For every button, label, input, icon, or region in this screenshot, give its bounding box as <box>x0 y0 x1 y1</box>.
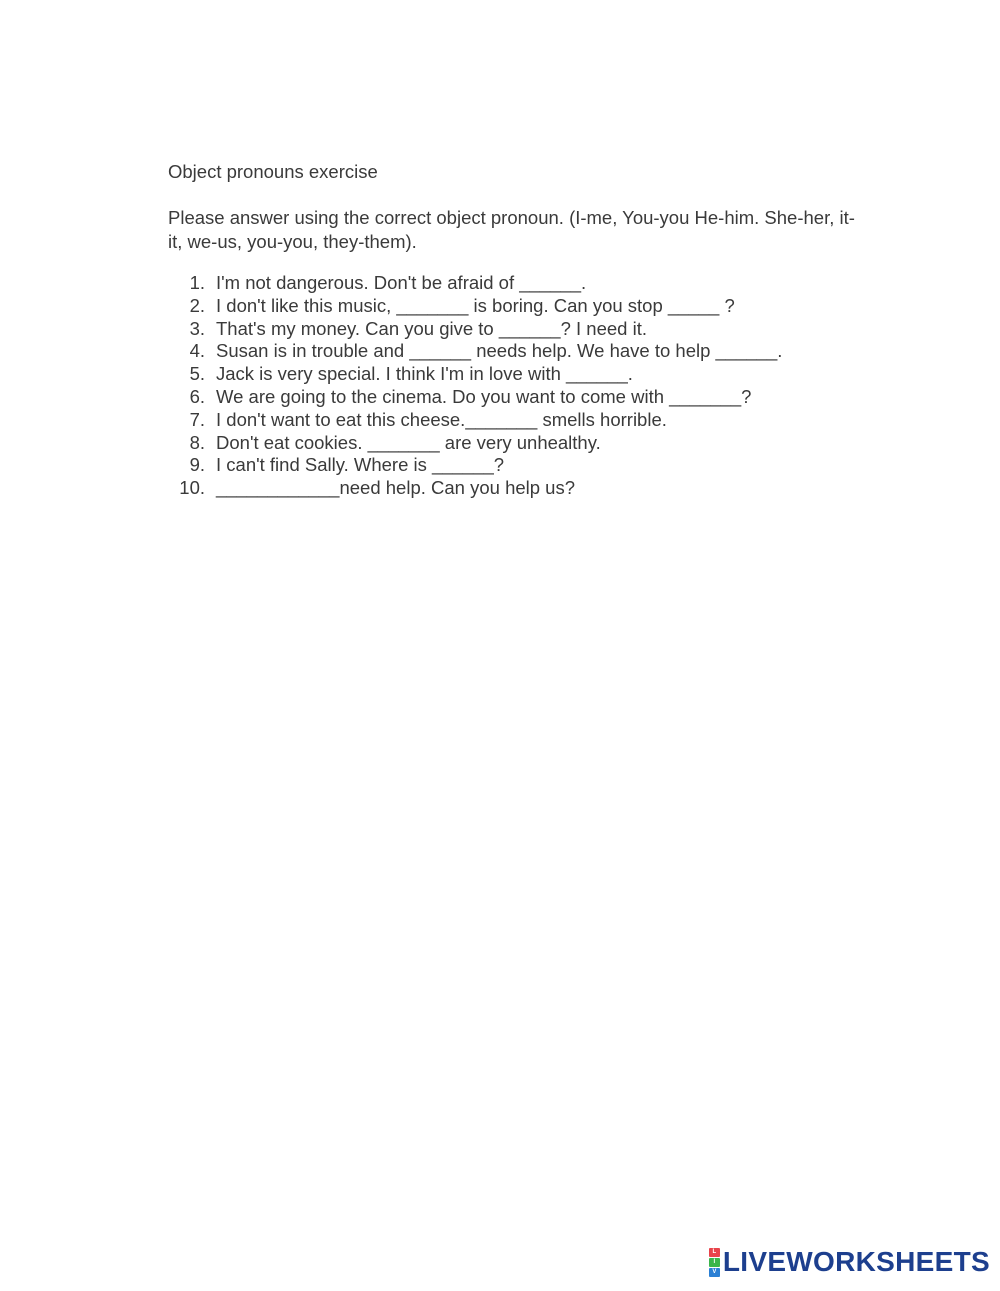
list-item <box>168 318 782 341</box>
item-text: We are going to the cinema. Do you want to come with _______? <box>216 385 752 407</box>
item-text: I'm not dangerous. Don't be afraid of ______. <box>216 272 587 293</box>
logo-blocks-icon <box>709 1248 720 1277</box>
item-number: 7. <box>189 408 205 430</box>
item-text: I don't want to eat this cheese._______ smells horrible. <box>216 408 667 430</box>
item-text: Don't eat cookies. _______ are very unhealthy. <box>216 431 601 453</box>
list-item <box>168 454 782 477</box>
item-number: 4. <box>189 340 205 362</box>
item-number: 1. <box>189 272 205 293</box>
list-item <box>168 477 782 500</box>
exercise-list <box>168 272 782 500</box>
list-item <box>168 272 782 295</box>
item-number: 5. <box>189 363 205 385</box>
item-text: That's my money. Can you give to ______? I need it. <box>216 317 647 339</box>
logo-text: LIVEWORKSHEETS <box>722 1246 990 1277</box>
list-item <box>168 386 782 409</box>
item-number: 6. <box>189 385 205 407</box>
item-text: I can't find Sally. Where is ______? <box>216 454 505 476</box>
logo-block-v: V <box>709 1268 720 1277</box>
instructions-text: Please answer using the correct object pronoun. (I-me, You-you He-him. She-her, it-it, we-us, you-you, they-them). <box>168 207 855 252</box>
logo-block-l: L <box>709 1248 720 1257</box>
list-item <box>168 340 782 363</box>
page-title: Object pronouns exercise <box>168 161 378 182</box>
item-number: 9. <box>189 454 205 476</box>
list-item <box>168 432 782 455</box>
list-item <box>168 363 782 386</box>
item-text: Susan is in trouble and ______ needs help. We have to help ______. <box>216 340 783 362</box>
list-item <box>168 409 782 432</box>
liveworksheets-logo[interactable] <box>709 1247 990 1277</box>
item-text: I don't like this music, _______ is boring. Can you stop _____ ? <box>216 294 735 316</box>
item-text: ____________need help. Can you help us? <box>216 477 576 499</box>
list-item <box>168 295 782 318</box>
item-number: 8. <box>189 431 205 453</box>
item-number: 10. <box>179 477 205 499</box>
item-number: 3. <box>189 317 205 339</box>
item-number: 2. <box>189 294 205 316</box>
logo-block-i: I <box>709 1258 720 1267</box>
item-text: Jack is very special. I think I'm in love with ______. <box>216 363 633 385</box>
